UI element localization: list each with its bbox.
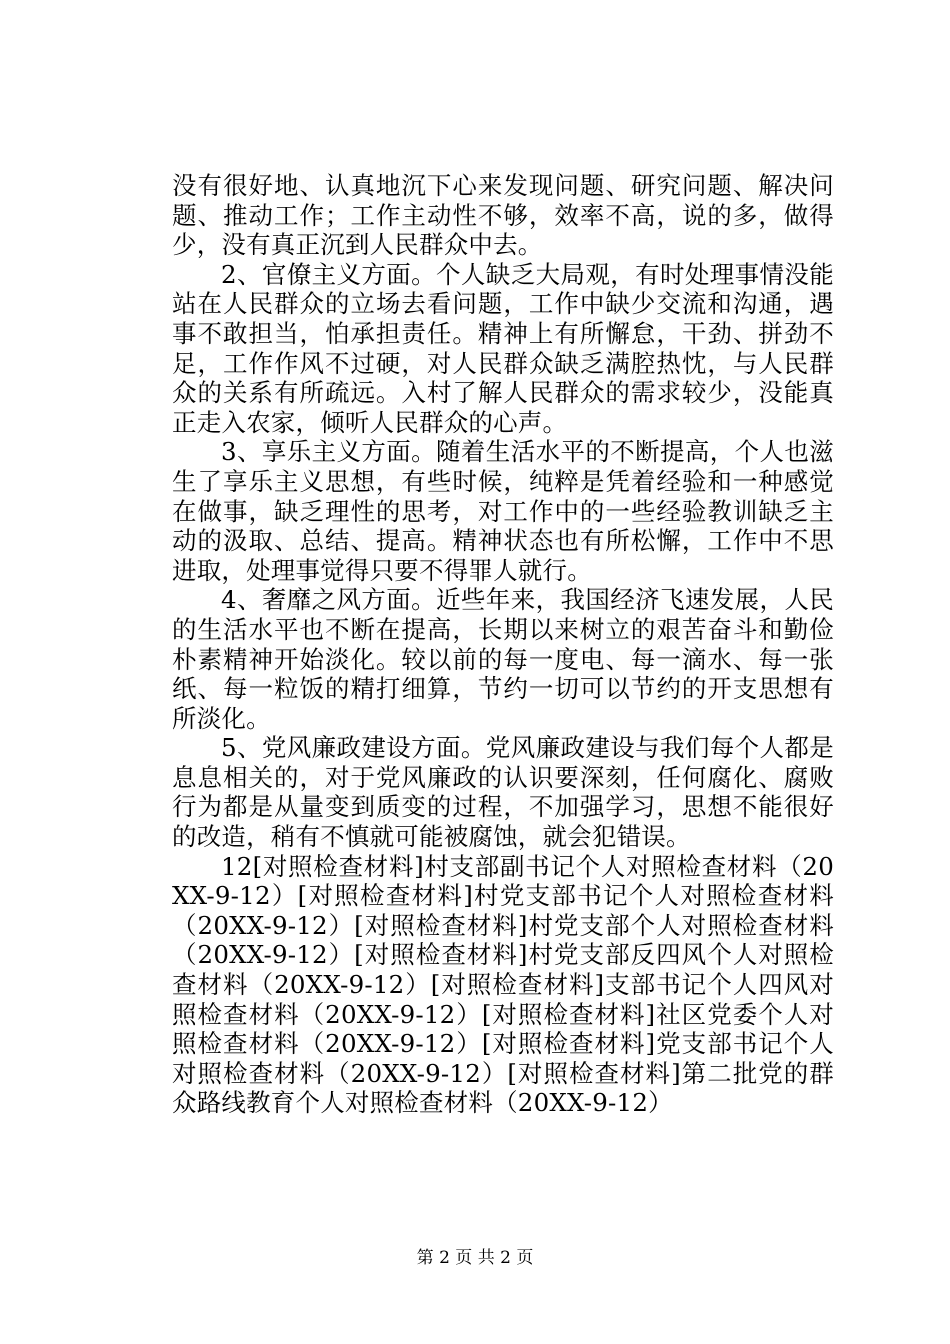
paragraph-hedonism: 3、享乐主义方面。随着生活水平的不断提高，个人也滋生了享乐主义思想，有些时候，纯粹是凭着经验和一种感觉在做事，缺乏理性的思考，对工作中的一些经验教训缺乏主动的汲取、总结、提高。精神状态也有所松懈，工作中不思进取，处理事觉得只要不得罪人就行。 [172, 437, 834, 585]
paragraph-extravagance: 4、奢靡之风方面。近些年来，我国经济飞速发展，人民的生活水平也不断在提高，长期以来树立的艰苦奋斗和勤俭朴素精神开始淡化。较以前的每一度电、每一滴水、每一张纸、每一粒饭的精打细算，节约一切可以节约的开支思想有所淡化。 [172, 585, 834, 733]
paragraph-integrity: 5、党风廉政建设方面。党风廉政建设与我们每个人都是息息相关的，对于党风廉政的认识要深刻，任何腐化、腐败行为都是从量变到质变的过程，不加强学习，思想不能很好的改造，稍有不慎就可能被腐蚀，就会犯错误。 [172, 733, 834, 852]
paragraph-related-materials: 12[对照检查材料]村支部副书记个人对照检查材料（20XX-9-12）[对照检查材料]村党支部书记个人对照检查材料（20XX-9-12）[对照检查材料]村党支部个人对照检查材料（20XX-9-12）[对照检查材料]村党支部反四风个人对照检查材料（20XX-9-12）[对照检查材料]支部书记个人四风对照检查材料（20XX-9-12）[对照检查材料]社区党委个人对照检查材料（20XX-9-12）[对照检查材料]党支部书记个人对照检查材料（20XX-9-12）[对照检查材料]第二批党的群众路线教育个人对照检查材料（20XX-9-12） [172, 851, 834, 1118]
page-footer [0, 1247, 950, 1269]
document-body [172, 171, 834, 1118]
page-number-label: 第 2 页 共 2 页 [416, 1248, 534, 1268]
paragraph-bureaucratism: 2、官僚主义方面。个人缺乏大局观，有时处理事情没能站在人民群众的立场去看问题，工作中缺少交流和沟通，遇事不敢担当，怕承担责任。精神上有所懈怠，干劲、拼劲不足，工作作风不过硬，对人民群众缺乏满腔热忱，与人民群众的关系有所疏远。入村了解人民群众的需求较少，没能真正走入农家，倾听人民群众的心声。 [172, 259, 834, 437]
paragraph-continuation: 没有很好地、认真地沉下心来发现问题、研究问题、解决问题、推动工作；工作主动性不够，效率不高，说的多，做得少，没有真正沉到人民群众中去。 [172, 171, 834, 260]
